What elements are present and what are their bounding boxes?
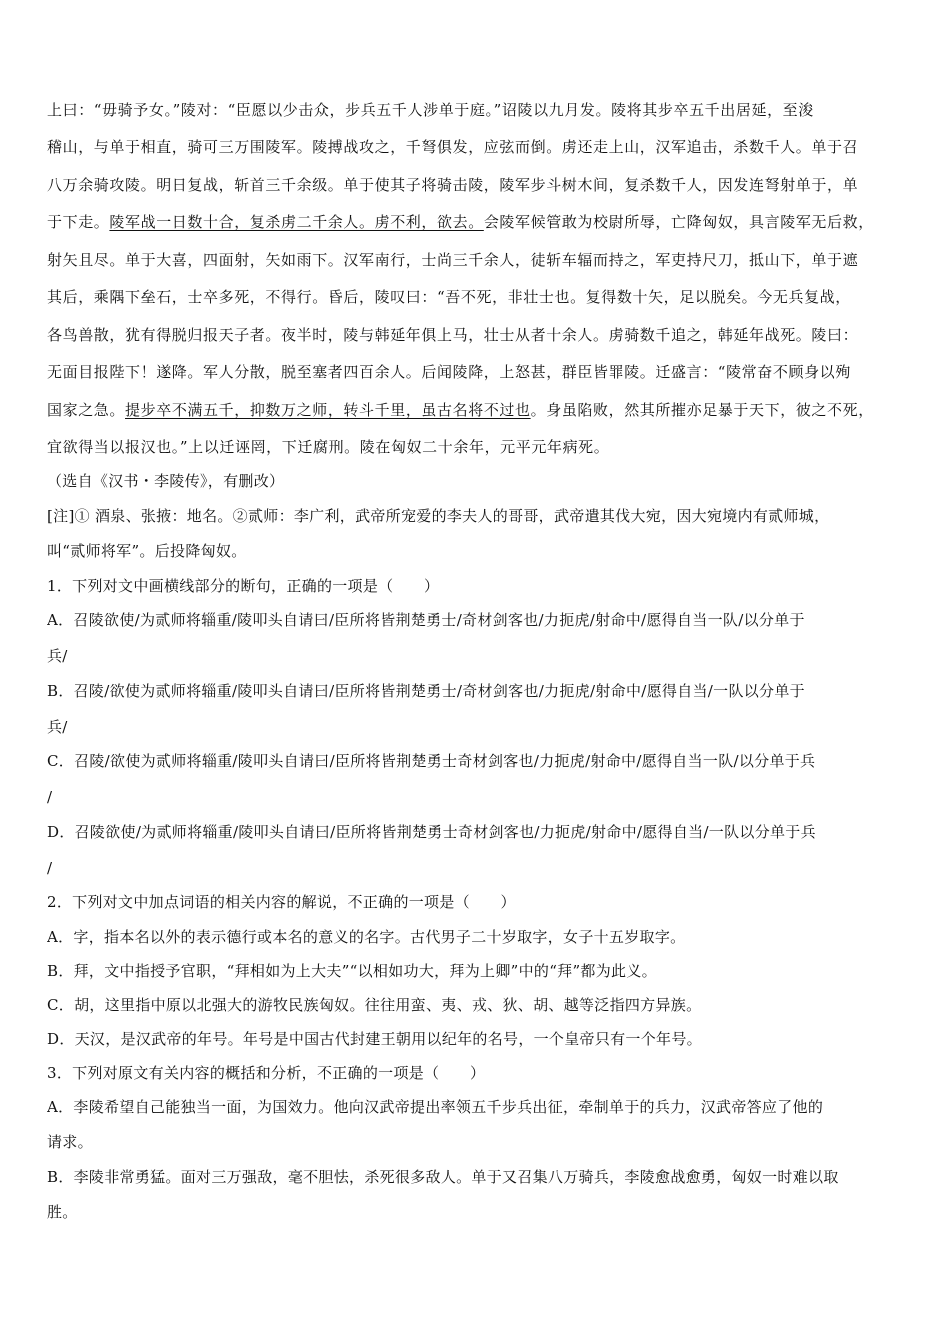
question-2-option-b: B．拜，文中指授予官职，“拜相如为上大夫”“以相如功大，拜为上卿”中的“拜”都为此义。 (47, 962, 657, 980)
source-citation: （选自《汉书・李陵传》，有删改） (47, 472, 285, 490)
passage-line: 八万余骑攻陵。明日复战，斩首三千余级。单于使其子将骑击陵，陵军步斗树木间，复杀数千人，因发连弩射单于，单 (47, 176, 859, 194)
question-2-stem: 2．下列对文中加点词语的相关内容的解说，不正确的一项是（ ） (47, 893, 516, 911)
passage-line: 无面目报陛下！遂降。军人分散，脱至塞者四百余人。后闻陵降，上怒甚，群臣皆罪陵。迁盛言：“陵常奋不顾身以殉 (47, 363, 851, 381)
passage-line: 宜欲得当以报汉也。”上以迁诬罔，下迁腐刑。陵在匈奴二十余年，元平元年病死。 (47, 438, 610, 456)
passage-text: 于下走。 (47, 213, 110, 231)
question-1-option-d: D．召陵欲使/为贰师将辎重/陵叩头自请曰/臣所将皆荆楚勇士奇材剑客也/力扼虎/射命中/愿得自当/一队以分单于兵 (47, 823, 816, 841)
question-1-option-a: A．召陵欲使/为贰师将辎重/陵叩头自请曰/臣所将皆荆楚勇士/奇材剑客也/力扼虎/射命中/愿得自当一队/以分单于 (47, 611, 805, 629)
passage-text: 会陵军候管敢为校尉所辱，亡降匈奴，具言陵军无后救， (483, 213, 874, 231)
annotation-note: 叫“贰师将军”。后投降匈奴。 (47, 542, 247, 560)
passage-line: 其后，乘隅下垒石，士卒多死，不得行。昏后，陵叹曰：“吾不死，非壮士也。复得数十矢，足以脱矣。今无兵复战， (47, 288, 851, 306)
underlined-sentence: 提步卒不满五千，抑数万之师，转斗千里，虽古名将不过也 (125, 401, 531, 419)
question-1-option-b-cont: 兵/ (47, 718, 68, 736)
question-3-option-a: A．李陵希望自己能独当一面，为国效力。他向汉武帝提出率领五千步兵出征，牵制单于的兵力，汉武帝答应了他的 (47, 1098, 824, 1116)
annotation-note: [注]① 酒泉、张掖：地名。②贰师：李广利，武帝所宠爱的李夫人的哥哥，武帝遣其伐大宛，因大宛境内有贰师城， (47, 507, 830, 525)
question-2-option-c: C．胡，这里指中原以北强大的游牧民族匈奴。往往用蛮、夷、戎、狄、胡、越等泛指四方异族。 (47, 996, 702, 1014)
question-2-option-d: D．天汉，是汉武帝的年号。年号是中国古代封建王朝用以纪年的名号，一个皇帝只有一个年号。 (47, 1030, 702, 1048)
question-1-option-c-cont: / (47, 788, 53, 806)
passage-line: 各鸟兽散，犹有得脱归报天子者。夜半时，陵与韩延年俱上马，壮士从者十余人。虏骑数千追之，韩延年战死。陵曰： (47, 326, 859, 344)
question-1-option-b: B．召陵/欲使为贰师将辎重/陵叩头自请曰/臣所将皆荆楚勇士/奇材剑客也/力扼虎/射命中/愿得自当/一队以分单于 (47, 682, 805, 700)
question-2-option-a: A．字，指本名以外的表示德行或本名的意义的名字。古代男子二十岁取字，女子十五岁取字。 (47, 928, 686, 946)
question-1-option-a-cont: 兵/ (47, 647, 68, 665)
question-3-option-a-cont: 请求。 (47, 1133, 93, 1151)
question-3-option-b: B．李陵非常勇猛。面对三万强敌，毫不胆怯，杀死很多敌人。单于又召集八万骑兵，李陵愈战愈勇，匈奴一时难以取 (47, 1168, 839, 1186)
passage-line: 上曰：“毋骑予女。”陵对：“臣愿以少击众，步兵五千人涉单于庭。”诏陵以九月发。陵将其步卒五千出居延，至浚 (47, 101, 814, 119)
passage-text: 。身虽陷败，然其所摧亦足暴于天下，彼之不死， (530, 401, 874, 419)
question-1-stem: 1．下列对文中画横线部分的断句，正确的一项是（ ） (47, 577, 440, 595)
passage-line-with-underline (47, 211, 909, 233)
question-3-option-b-cont: 胜。 (47, 1203, 78, 1221)
passage-text: 国家之急。 (47, 401, 126, 419)
passage-line: 稽山，与单于相直，骑可三万围陵军。陵搏战攻之，千弩俱发，应弦而倒。虏还走上山，汉军追击，杀数千人。单于召 (47, 138, 859, 156)
passage-line: 射矢且尽。单于大喜，四面射，矢如雨下。汉军南行，士尚三千余人，徒斩车辐而持之，军吏持尺刀，抵山下，单于遮 (47, 251, 859, 269)
question-3-stem: 3．下列对原文有关内容的概括和分析，不正确的一项是（ ） (47, 1064, 486, 1082)
underlined-sentence: 陵军战一日数十合，复杀虏二千余人。虏不利，欲去。 (109, 213, 484, 231)
passage-line-with-underline (47, 399, 909, 421)
question-1-option-d-cont: / (47, 859, 53, 877)
question-1-option-c: C．召陵/欲使为贰师将辎重/陵叩头自请曰/臣所将皆荆楚勇士奇材剑客也/力扼虎/射命中/愿得自当一队/以分单于兵 (47, 752, 816, 770)
